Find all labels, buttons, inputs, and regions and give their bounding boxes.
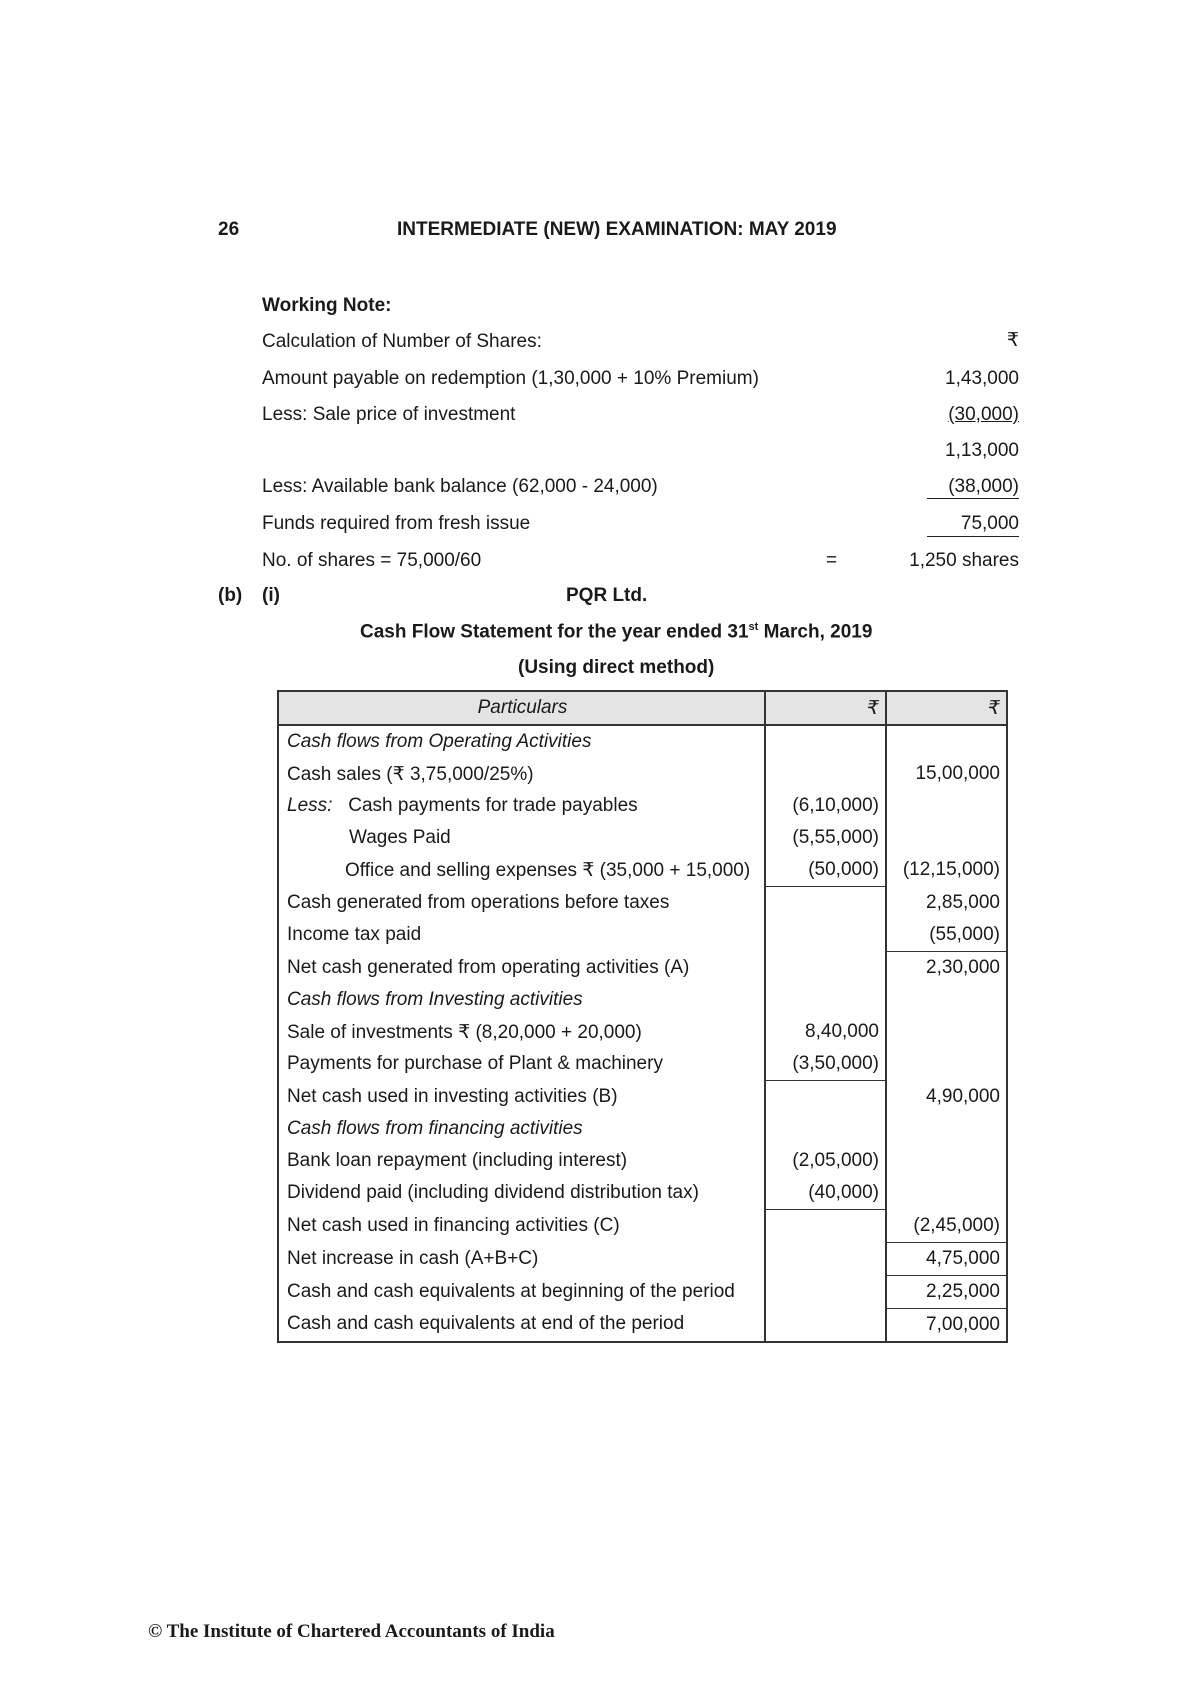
table-row: [278, 1308, 1007, 1342]
row-col3: 7,00,000: [886, 1308, 1007, 1342]
row-col3: 2,25,000: [886, 1275, 1007, 1308]
row-label: Cash flows from financing activities: [278, 1113, 765, 1145]
table-row: [278, 1113, 1007, 1145]
row-label: Wages Paid: [278, 822, 765, 854]
table-row: [278, 790, 1007, 822]
wn-row-value: 75,000: [960, 513, 1019, 534]
table-row: [278, 1275, 1007, 1308]
footer-copyright: © The Institute of Chartered Accountants of India: [148, 1621, 555, 1642]
table-row: [278, 952, 1007, 985]
row-col3: 4,75,000: [886, 1242, 1007, 1275]
row-col3: (55,000): [886, 919, 1007, 952]
row-col2: (3,50,000): [765, 1048, 886, 1081]
row-label-text: Cash payments for trade payables: [348, 795, 638, 816]
table-row: [278, 1081, 1007, 1114]
row-col2: (6,10,000): [765, 790, 886, 822]
table-row: [278, 1145, 1007, 1177]
underline-rule: [927, 498, 1019, 499]
working-note-subheading: Calculation of Number of Shares:: [262, 331, 542, 352]
row-col2: [765, 919, 886, 952]
row-label: Net cash used in investing activities (B): [278, 1081, 765, 1114]
row-col3: [886, 822, 1007, 854]
row-col2: [765, 758, 886, 790]
row-col3: [886, 1145, 1007, 1177]
row-col2: [765, 984, 886, 1016]
row-col3: (12,15,000): [886, 854, 1007, 887]
table-row: [278, 822, 1007, 854]
row-col3: 2,30,000: [886, 952, 1007, 985]
working-note-heading: Working Note:: [262, 295, 392, 316]
row-col3: 2,85,000: [886, 887, 1007, 920]
wn-row-label: No. of shares = 75,000/60: [262, 550, 482, 571]
row-col2: (50,000): [765, 854, 886, 887]
row-label: Income tax paid: [278, 919, 765, 952]
table-row: [278, 919, 1007, 952]
table-header-row: [278, 691, 1007, 725]
row-col3: 4,90,000: [886, 1081, 1007, 1114]
row-label: Payments for purchase of Plant & machinery: [278, 1048, 765, 1081]
row-col2: [765, 1275, 886, 1308]
part-label: (b): [218, 585, 243, 606]
table-row: [278, 1016, 1007, 1048]
page-number: 26: [218, 219, 240, 240]
row-col2: [765, 1210, 886, 1243]
row-label: Cash sales (₹ 3,75,000/25%): [278, 758, 765, 790]
row-label: Net cash used in financing activities (C): [278, 1210, 765, 1243]
wn-row-label: Less: Sale price of investment: [262, 404, 516, 425]
row-col3: [886, 725, 1007, 758]
wn-row-label: Funds required from fresh issue: [262, 513, 531, 534]
row-col2: [765, 1242, 886, 1275]
row-label: Cash and cash equivalents at beginning of the period: [278, 1275, 765, 1308]
row-col2: [765, 725, 886, 758]
wn-row-value: (38,000): [948, 476, 1019, 497]
less-prefix: Less:: [287, 795, 333, 816]
rupee-symbol: ₹: [1006, 330, 1019, 351]
row-col3: [886, 1113, 1007, 1145]
row-label: [278, 790, 765, 822]
row-col2: (5,55,000): [765, 822, 886, 854]
row-col3: [886, 984, 1007, 1016]
row-col2: (2,05,000): [765, 1145, 886, 1177]
header-rupee-col2: ₹: [765, 691, 886, 725]
statement-title: Cash Flow Statement for the year ended 31st March, 2019: [360, 621, 873, 643]
header-particulars: Particulars: [278, 691, 765, 725]
row-col2: [765, 887, 886, 920]
row-col3: [886, 1177, 1007, 1210]
row-label: Cash and cash equivalents at end of the period: [278, 1308, 765, 1342]
row-col3: [886, 1016, 1007, 1048]
method-label: (Using direct method): [518, 657, 715, 678]
table-row: [278, 725, 1007, 758]
row-col2: (40,000): [765, 1177, 886, 1210]
subpart-label: (i): [262, 585, 280, 606]
equals-sign: =: [826, 550, 838, 571]
table-row: [278, 887, 1007, 920]
table-row: [278, 1242, 1007, 1275]
page-header-title: INTERMEDIATE (NEW) EXAMINATION: MAY 2019: [397, 219, 837, 240]
wn-row-value: (30,000): [948, 404, 1019, 425]
row-label: Dividend paid (including dividend distribution tax): [278, 1177, 765, 1210]
row-label: Net cash generated from operating activities (A): [278, 952, 765, 985]
wn-row-label: Amount payable on redemption (1,30,000 + 10% Premium): [262, 368, 759, 389]
underline-rule: [927, 536, 1019, 537]
table-row: [278, 854, 1007, 887]
row-col2: 8,40,000: [765, 1016, 886, 1048]
header-rupee-col3: ₹: [886, 691, 1007, 725]
row-col2: [765, 1308, 886, 1342]
wn-row-value: 1,13,000: [945, 440, 1019, 461]
row-col2: [765, 952, 886, 985]
row-label: Net increase in cash (A+B+C): [278, 1242, 765, 1275]
row-col3: 15,00,000: [886, 758, 1007, 790]
row-col3: [886, 790, 1007, 822]
row-label: Cash flows from Investing activities: [278, 984, 765, 1016]
row-col3: [886, 1048, 1007, 1081]
wn-row-value: 1,250 shares: [909, 550, 1019, 571]
row-label: Bank loan repayment (including interest): [278, 1145, 765, 1177]
cash-flow-table: [277, 690, 1008, 1343]
company-name: PQR Ltd.: [566, 585, 648, 606]
row-label: Office and selling expenses ₹ (35,000 + 15,000): [278, 854, 765, 887]
row-label: Sale of investments ₹ (8,20,000 + 20,000): [278, 1016, 765, 1048]
row-label: Cash generated from operations before taxes: [278, 887, 765, 920]
wn-row-label: Less: Available bank balance (62,000 - 24,000): [262, 476, 658, 497]
table-row: [278, 1048, 1007, 1081]
row-col2: [765, 1081, 886, 1114]
table-row: [278, 984, 1007, 1016]
row-col2: [765, 1113, 886, 1145]
row-col3: (2,45,000): [886, 1210, 1007, 1243]
row-label: Cash flows from Operating Activities: [278, 725, 765, 758]
table-row: [278, 1177, 1007, 1210]
wn-row-value: 1,43,000: [945, 368, 1019, 389]
table-row: [278, 758, 1007, 790]
table-row: [278, 1210, 1007, 1243]
